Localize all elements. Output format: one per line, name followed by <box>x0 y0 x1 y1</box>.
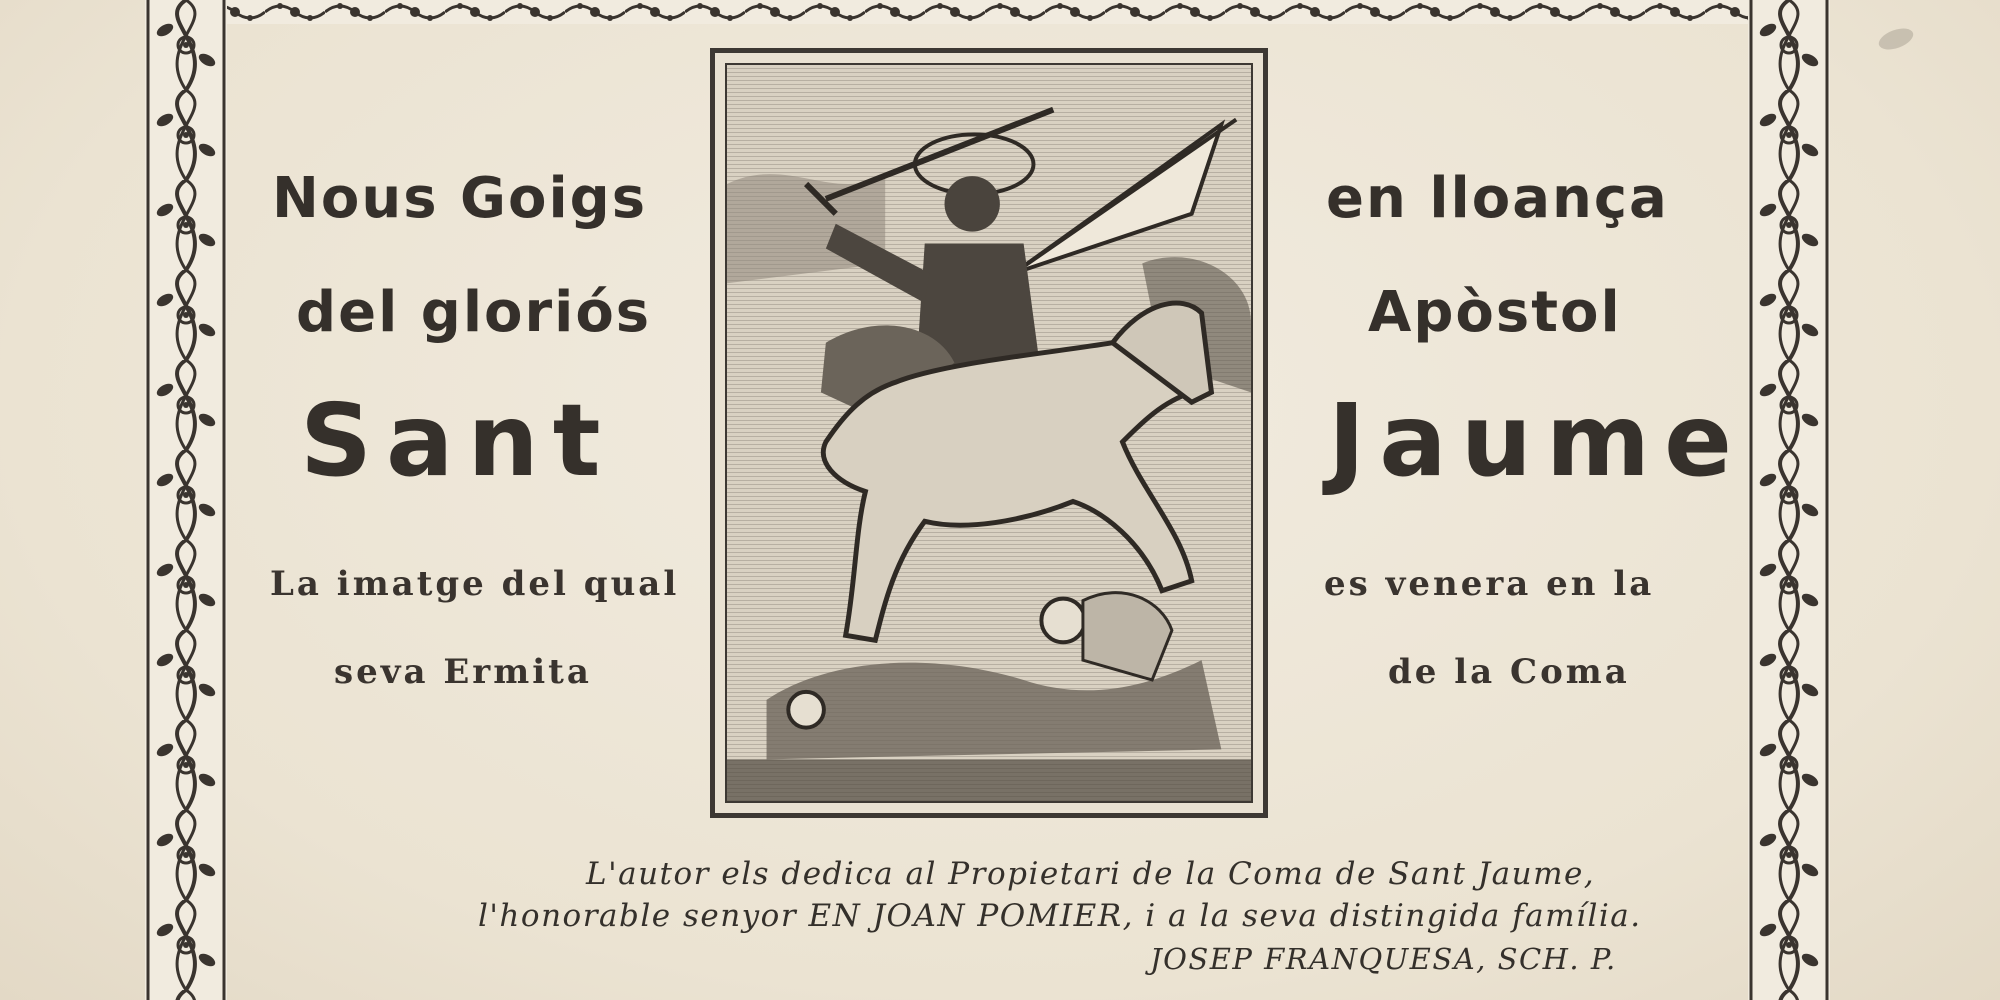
dedication-line-1: L'autor els dedica al Propietari de la Coma de Sant Jaume, <box>586 856 1596 892</box>
title-left-line-2: del gloriós <box>296 280 652 345</box>
title-right-line-1: en lloança <box>1326 166 1669 231</box>
saint-james-horseback-image <box>727 65 1251 801</box>
subtitle-left-line-1: La imatge del qual <box>270 564 680 604</box>
ornamental-border-left <box>145 0 227 1000</box>
dedication-author: JOSEP FRANQUESA, SCH. P. <box>1150 942 1617 976</box>
subtitle-right-line-2: de la Coma <box>1388 652 1630 692</box>
woodcut-illustration <box>710 48 1268 818</box>
subtitle-left-line-2: seva Ermita <box>334 652 592 692</box>
title-left-line-1: Nous Goigs <box>272 166 648 231</box>
dedication-line-2: l'honorable senyor EN JOAN POMIER, i a la seva distingida família. <box>478 898 1642 934</box>
subtitle-right-line-1: es venera en la <box>1324 564 1655 604</box>
ornamental-border-right <box>1748 0 1830 1000</box>
ornamental-border-top <box>145 0 1830 24</box>
title-right-jaume: Jaume <box>1328 382 1746 499</box>
title-left-sant: Sant <box>300 382 615 499</box>
title-right-line-2: Apòstol <box>1368 280 1622 345</box>
